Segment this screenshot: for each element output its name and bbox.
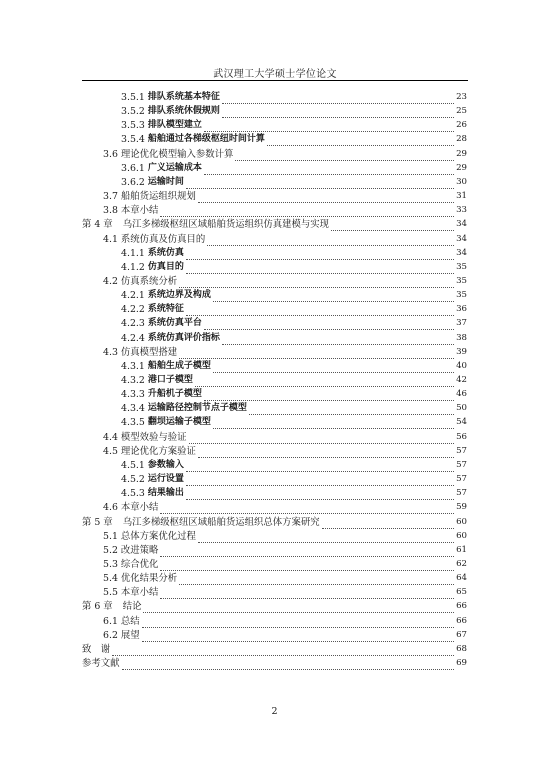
toc-entry-title: 运行设置 [147,474,184,485]
toc-entry[interactable] [103,615,467,628]
toc-entry-page: 35 [456,290,467,301]
toc-entry-title: 理论优化模型输入参数计算 [120,148,234,160]
toc-entry[interactable] [103,346,467,359]
toc-entry-page: 29 [456,162,467,173]
toc-entry[interactable] [121,473,467,486]
toc-entry-number: 4.2 [103,275,118,287]
toc-entry[interactable] [121,374,467,387]
toc-leader-dots [142,632,454,642]
toc-entry-page: 67 [456,629,467,640]
toc-entry[interactable] [103,530,467,543]
toc-entry-title: 乌江多梯级枢纽区域船舶货运组织总体方案研究 [122,516,320,528]
toc-entry-page: 34 [456,247,467,258]
toc-entry[interactable] [103,544,467,557]
toc-entry-page: 35 [456,261,467,272]
toc-entry-number: 4.4 [103,431,118,443]
toc-entry-number: 4.1 [103,233,118,245]
toc-entry[interactable] [121,360,467,373]
toc-entry[interactable] [121,247,467,260]
toc-entry-number: 5.2 [103,544,118,556]
toc-leader-dots [186,306,454,316]
toc-entry-number: 6.1 [103,615,118,627]
toc-leader-dots [198,533,454,543]
toc-entry[interactable] [121,487,467,500]
toc-entry-number: 4.1.1 [121,247,145,259]
toc-entry-page: 36 [456,304,467,315]
toc-entry[interactable] [82,643,467,656]
toc-entry-number: 3.6.1 [121,162,145,174]
toc-entry[interactable] [121,303,467,316]
toc-leader-dots [222,335,454,345]
toc-entry[interactable] [103,190,467,203]
toc-leader-dots [198,448,454,458]
toc-entry[interactable] [121,176,467,189]
toc-leader-dots [207,236,454,246]
toc-leader-dots [322,519,454,529]
toc-entry-page: 54 [456,417,467,428]
toc-entry-number: 第 5 章 [82,516,113,528]
toc-entry-page: 40 [456,360,467,371]
toc-entry-page: 26 [456,120,467,131]
toc-entry[interactable] [121,388,467,401]
toc-leader-dots [143,603,454,613]
toc-entry-title: 结果输出 [147,488,184,499]
toc-entry-page: 66 [456,601,467,612]
toc-entry-title: 综合优化 [120,558,159,570]
toc-entry-number: 5.5 [103,587,118,599]
toc-entry-title: 系统仿真评价指标 [147,332,220,343]
toc-entry-title: 参数输入 [147,459,184,470]
toc-leader-dots [179,575,454,585]
toc-entry[interactable] [121,402,467,415]
toc-entry-number: 4.1.2 [121,261,145,273]
toc-leader-dots [112,646,454,656]
toc-leader-dots [204,320,454,330]
toc-entry-number: 4.3.3 [121,389,145,401]
toc-leader-dots [160,589,454,599]
toc-entry[interactable] [103,629,467,642]
toc-leader-dots [186,264,454,274]
toc-entry[interactable] [121,133,467,146]
toc-entry-page: 66 [456,615,467,626]
toc-leader-dots [122,660,455,670]
toc-entry[interactable] [121,289,467,302]
toc-entry-page: 62 [456,558,467,569]
toc-entry-title: 船舶货运组织规划 [120,191,196,203]
toc-entry-number: 3.8 [103,205,118,217]
toc-entry-page: 60 [456,530,467,541]
toc-leader-dots [267,136,454,146]
toc-leader-dots [249,405,454,415]
toc-entry-number: 5.3 [103,558,118,570]
toc-entry[interactable] [121,105,467,118]
toc-leader-dots [179,278,454,288]
page-number: 2 [271,706,278,717]
toc-entry-page: 46 [456,389,467,400]
toc-leader-dots [160,561,454,571]
toc-entry-title: 港口子模型 [147,375,193,385]
toc-entry-page: 56 [456,431,467,442]
toc-entry-page: 38 [456,332,467,343]
toc-entry-number: 3.5.3 [121,120,145,132]
toc-entry-title: 翻坝运输子模型 [147,417,211,428]
toc-leader-dots [186,462,454,472]
toc-leader-dots [204,122,454,132]
toc-entry-page: 29 [456,148,467,159]
toc-entry-page: 60 [456,516,467,527]
toc-entry-page: 57 [456,488,467,499]
toc-entry[interactable] [121,459,467,472]
toc-leader-dots [213,363,454,373]
toc-leader-dots [160,207,454,217]
toc-leader-dots [179,349,454,359]
toc-entry-page: 50 [456,403,467,414]
toc-entry-number: 4.5 [103,445,118,457]
toc-entry-number: 4.2.4 [121,332,145,344]
toc-leader-dots [198,193,454,203]
toc-entry-title: 系统仿真平台 [147,318,202,329]
toc-entry-title: 仿真系统分析 [120,275,178,287]
toc-entry-title: 理论优化方案验证 [120,445,196,457]
toc-entry-number: 4.3.5 [121,417,145,429]
toc-entry-page: 31 [456,191,467,202]
toc-leader-dots [204,391,454,401]
toc-entry-page: 69 [456,658,467,668]
toc-entry-title: 系统仿真及仿真目的 [120,233,206,245]
toc-entry-page: 28 [456,134,467,145]
toc-leader-dots [189,434,455,444]
toc-entry-page: 68 [456,643,467,654]
toc-entry-page: 39 [456,346,467,357]
toc-entry-title: 总结 [120,615,140,627]
toc-entry-page: 30 [456,176,467,187]
toc-entry[interactable] [103,431,467,444]
toc-entry[interactable] [82,657,467,670]
toc-entry-title: 运输时间 [147,176,184,187]
toc-entry[interactable] [82,600,467,613]
toc-entry-title: 展望 [120,629,140,641]
toc-entry[interactable] [103,572,467,585]
toc-entry-title: 本章小结 [120,205,159,217]
toc-entry-number: 4.6 [103,502,118,514]
toc-entry-title: 运输路径控制节点子模型 [147,403,247,414]
toc-entry[interactable] [121,332,467,345]
toc-entry-page: 57 [456,474,467,485]
toc-entry-title: 船舶生成子模型 [147,360,211,371]
toc-entry-title: 本章小结 [120,502,159,514]
toc-entry-number: 5.4 [103,573,118,585]
toc-entry-title: 广义运输成本 [147,162,202,173]
toc-entry-page: 34 [456,233,467,244]
toc-entry-number: 4.5.2 [121,474,145,486]
toc-entry-title: 排队系统基本特征 [147,92,220,102]
toc-entry-title: 本章小结 [120,587,159,599]
toc-leader-dots [186,179,454,189]
toc-entry-page: 37 [456,318,467,329]
toc-entry[interactable] [121,261,467,274]
toc-entry-title: 致 谢 [82,643,111,655]
toc-entry-number: 4.3.1 [121,360,145,372]
toc-entry[interactable] [103,204,467,217]
toc-entry-number: 3.7 [103,191,118,203]
toc-entry-number: 4.3.4 [121,403,145,415]
toc-entry[interactable] [121,119,467,132]
toc-entry-number: 3.5.2 [121,106,145,118]
toc-entry-number: 第 6 章 [82,601,113,613]
toc-entry-page: 25 [456,106,467,117]
toc-leader-dots [142,618,454,628]
toc-entry-page: 57 [456,459,467,470]
toc-entry[interactable] [103,148,467,161]
toc-entry[interactable] [103,275,467,288]
toc-entry-number: 3.6 [103,148,118,160]
toc-entry-number: 3.5.1 [121,92,145,103]
toc-entry-page: 65 [456,587,467,598]
toc-entry-number: 4.5.1 [121,459,145,471]
toc-leader-dots [160,547,454,557]
toc-entry-title: 总体方案优化过程 [120,530,196,542]
toc-entry-title: 船舶通过各梯级枢纽时间计算 [147,134,265,145]
toc-entry-page: 64 [456,573,467,584]
toc-entry[interactable] [103,586,467,599]
toc-entry-page: 35 [456,275,467,286]
running-header: 武汉理工大学硕士学位论文 [213,69,337,80]
toc-entry-title: 排队模型建立 [147,120,202,131]
toc-entry-number: 4.2.2 [121,304,145,316]
toc-entry-page: 61 [456,544,467,555]
toc-entry[interactable] [82,516,467,529]
toc-entry-title: 结论 [122,601,142,613]
toc-entry-number: 3.6.2 [121,176,145,188]
header-rule [82,80,468,81]
toc-entry-title: 改进策略 [120,544,159,556]
toc-entry[interactable] [103,445,467,458]
toc-leader-dots [331,221,454,231]
toc-entry-number: 5.1 [103,530,118,542]
toc-entry-title: 乌江多梯级枢纽区域船舶货运组织仿真建模与实现 [122,219,329,231]
toc-entry-page: 42 [456,375,467,385]
toc-entry[interactable] [121,91,467,104]
toc-entry[interactable] [82,218,467,231]
toc-entry-title: 优化结果分析 [120,573,178,585]
toc-entry[interactable] [121,416,467,429]
toc-entry-title: 仿真模型搭建 [120,346,178,358]
toc-leader-dots [235,151,454,161]
toc-entry-title: 模型效验与验证 [120,431,187,443]
toc-entry-number: 4.2.3 [121,318,145,330]
toc-leader-dots [204,165,454,175]
toc-leader-dots [186,250,454,260]
toc-entry-page: 33 [456,205,467,216]
toc-entry-number: 3.5.4 [121,134,145,146]
toc-entry-page: 57 [456,445,467,456]
toc-entry-number: 第 4 章 [82,219,113,231]
toc-leader-dots [222,94,454,104]
toc-entry-number: 4.3 [103,346,118,358]
toc-leader-dots [222,108,454,118]
toc-entry-title: 升船机子模型 [147,389,202,400]
toc-entry-title: 排队系统休假规则 [147,106,220,117]
toc-entry-page: 59 [456,502,467,513]
toc-entry[interactable] [121,162,467,175]
toc-entry-number: 4.5.3 [121,488,145,500]
toc-entry-page: 34 [456,219,467,230]
toc-entry-number: 4.2.1 [121,290,145,302]
toc-entry-title: 仿真目的 [147,261,184,272]
toc-leader-dots [160,504,454,514]
toc-leader-dots [195,377,454,387]
toc-leader-dots [186,476,454,486]
toc-entry-page: 23 [456,92,467,102]
toc-entry[interactable] [103,558,467,571]
toc-leader-dots [213,292,454,302]
toc-entry[interactable] [103,233,467,246]
toc-entry-title: 系统仿真 [147,247,184,258]
toc-entry[interactable] [103,501,467,514]
toc-entry[interactable] [121,317,467,330]
toc-entry-title: 系统边界及构成 [147,290,211,301]
toc-leader-dots [213,419,454,429]
toc-entry-title: 参考文献 [82,658,120,669]
toc-entry-number: 4.3.2 [121,375,145,386]
toc-entry-title: 系统特征 [147,304,184,315]
toc-leader-dots [186,490,454,500]
toc-entry-number: 6.2 [103,629,118,641]
